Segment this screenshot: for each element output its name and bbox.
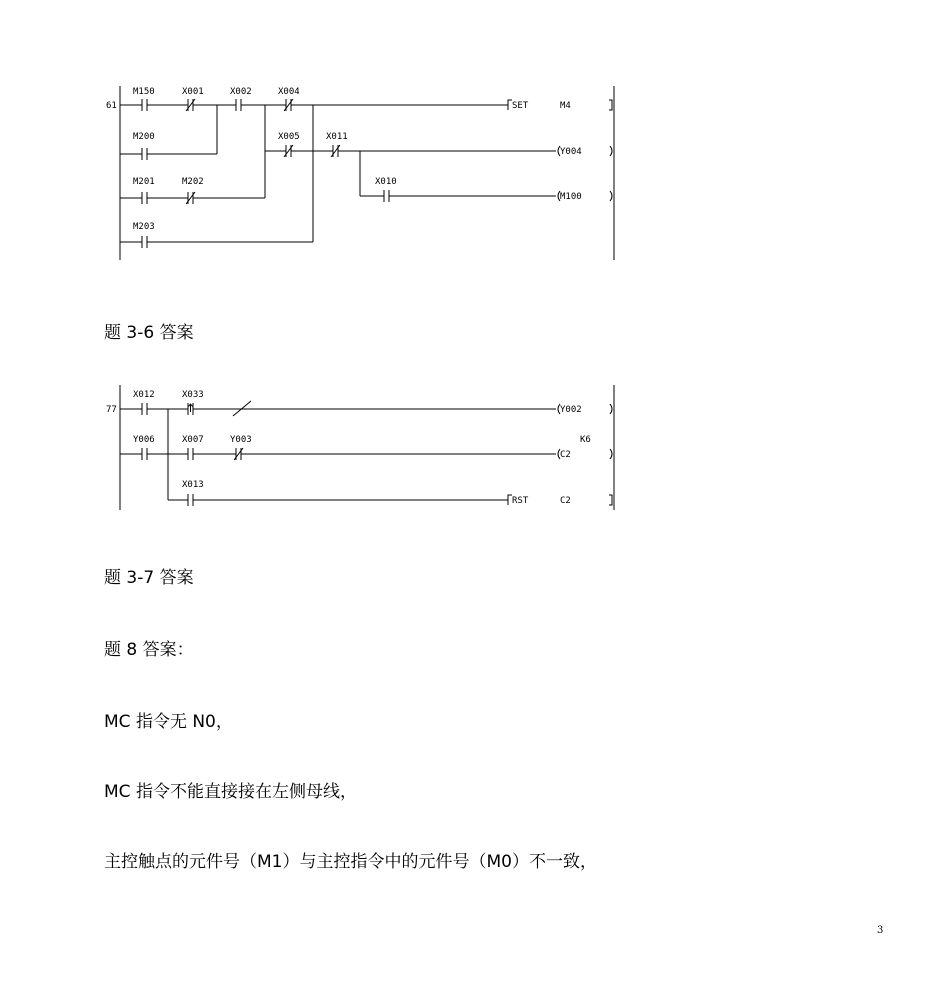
caption-3-6: 题 3-6 答案 <box>104 323 194 343</box>
contact-m202-nc <box>182 177 204 204</box>
contact-x012 <box>133 390 155 415</box>
coil-y002 <box>558 404 612 415</box>
contact-x007 <box>182 435 204 460</box>
answer-line-1: MC 指令无 N0， <box>104 712 233 732</box>
caption-3-7: 题 3-7 答案 <box>104 568 194 588</box>
svg-text:Y006: Y006 <box>133 435 155 445</box>
svg-text:X033: X033 <box>182 390 204 400</box>
contact-y006 <box>133 435 155 460</box>
svg-text:M100: M100 <box>560 192 582 202</box>
svg-text:M202: M202 <box>182 177 204 187</box>
contact-m150 <box>133 87 155 111</box>
page-number: 3 <box>877 925 884 936</box>
answer-line-2: MC 指令不能直接接在左侧母线， <box>104 782 357 802</box>
svg-text:RST: RST <box>512 496 529 506</box>
svg-text:M150: M150 <box>133 87 155 97</box>
svg-text:SET: SET <box>512 101 529 111</box>
svg-text:X012: X012 <box>133 390 155 400</box>
contact-x010 <box>375 177 397 202</box>
svg-text:C2: C2 <box>560 450 571 460</box>
svg-text:C2: C2 <box>560 496 571 506</box>
coil-y004 <box>558 146 612 157</box>
caption-8: 题 8 答案： <box>104 640 194 660</box>
svg-text:X011: X011 <box>326 132 348 142</box>
answer-line-3: 主控触点的元件号（M1）与主控指令中的元件号（M0）不一致， <box>104 852 597 872</box>
set-instruction <box>508 100 612 111</box>
svg-text:M4: M4 <box>560 101 571 111</box>
contact-x001-nc <box>182 87 204 111</box>
svg-text:Y004: Y004 <box>560 147 582 157</box>
contact-x013 <box>182 480 204 506</box>
coil-m100 <box>558 191 612 202</box>
svg-text:X010: X010 <box>375 177 397 187</box>
svg-text:X007: X007 <box>182 435 204 445</box>
contact-y003-nc <box>230 435 252 460</box>
svg-text:X002: X002 <box>230 87 252 97</box>
svg-text:X004: X004 <box>278 87 300 97</box>
rst-instruction <box>508 495 612 506</box>
svg-text:X001: X001 <box>182 87 204 97</box>
contact-x002 <box>230 87 252 111</box>
step-number: 77 <box>106 405 117 415</box>
svg-text:Y002: Y002 <box>560 405 582 415</box>
step-number: 61 <box>106 101 117 111</box>
svg-text:X013: X013 <box>182 480 204 490</box>
contact-x033-pulse <box>182 390 204 415</box>
svg-text:X005: X005 <box>278 132 300 142</box>
svg-text:Y003: Y003 <box>230 435 252 445</box>
counter-c2 <box>558 435 612 460</box>
contact-m203 <box>133 222 155 248</box>
contact-m200 <box>133 132 155 160</box>
svg-text:M203: M203 <box>133 222 155 232</box>
contact-x004-nc <box>278 87 300 111</box>
svg-text:M201: M201 <box>133 177 155 187</box>
counter-preset: K6 <box>580 435 591 445</box>
contact-m201 <box>133 177 155 204</box>
contact-x011-nc <box>326 132 348 157</box>
contact-x005-nc <box>278 132 300 157</box>
svg-text:M200: M200 <box>133 132 155 142</box>
ladder-diagram-3-6 <box>0 0 950 280</box>
ladder-diagram-3-7 <box>0 380 950 520</box>
